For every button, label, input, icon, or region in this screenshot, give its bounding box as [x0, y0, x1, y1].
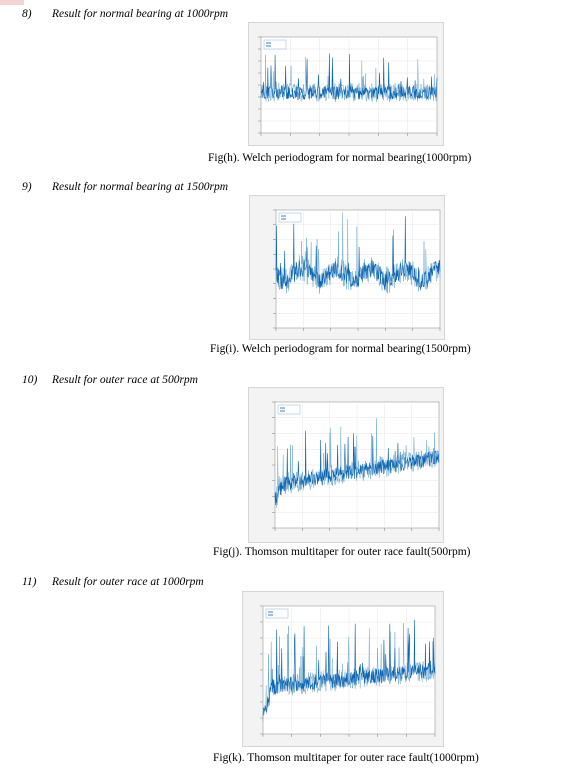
figure-j-multitaper-500rpm [248, 387, 444, 543]
legend-box [278, 405, 300, 414]
legend-box [266, 609, 288, 618]
section-number: 11) [22, 576, 37, 588]
figure-caption-i: Fig(i). Welch periodogram for normal bearing(1500rpm) [210, 343, 471, 355]
legend-box [264, 40, 286, 49]
legend-box [279, 213, 301, 222]
section-number: 8) [22, 8, 32, 20]
figure-caption-h: Fig(h). Welch periodogram for normal bearing(1000rpm) [208, 152, 472, 164]
figure-caption-k: Fig(k). Thomson multitaper for outer race fault(1000rpm) [213, 752, 479, 764]
section-title: Result for normal bearing at 1500rpm [52, 181, 229, 193]
section-heading-8 [22, 8, 228, 20]
figure-k-multitaper-1000rpm [242, 591, 444, 747]
figure-j-plot [249, 388, 443, 542]
section-heading-9 [22, 181, 228, 193]
figure-h-welch-1000rpm [248, 22, 444, 146]
figure-k-plot [243, 592, 443, 746]
figure-i-plot [250, 196, 444, 339]
section-number: 10) [22, 374, 38, 386]
figure-h-plot [249, 23, 443, 145]
figure-i-welch-1500rpm [249, 195, 445, 340]
section-heading-11 [22, 576, 204, 588]
section-number: 9) [22, 181, 32, 193]
section-title: Result for outer race at 1000rpm [52, 576, 204, 588]
section-title: Result for normal bearing at 1000rpm [52, 8, 229, 20]
section-heading-10 [22, 374, 198, 386]
figure-caption-j: Fig(j). Thomson multitaper for outer race fault(500rpm) [213, 546, 471, 558]
section-title: Result for outer race at 500rpm [52, 374, 198, 386]
page-corner-mark [0, 0, 24, 5]
